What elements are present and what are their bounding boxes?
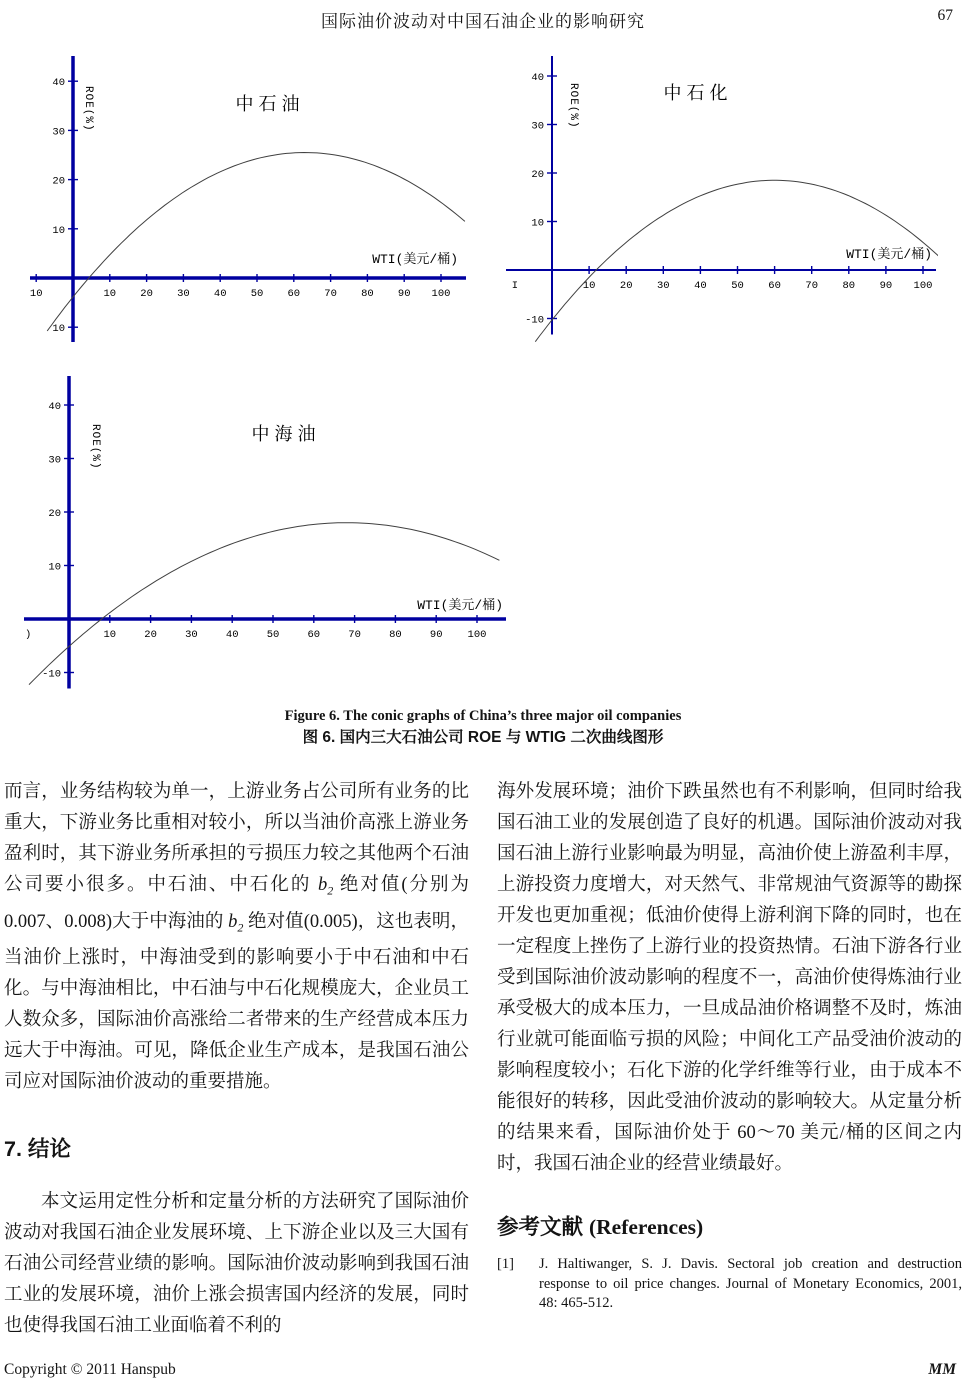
x-tick-label: 100 xyxy=(467,629,487,641)
x-tick-label: 40 xyxy=(694,280,707,292)
x-axis-label: WTI(美元/桶) xyxy=(846,247,932,262)
paragraph-conclusion: 本文运用定性分析和定量分析的方法研究了国际油价波动对我国石油企业发展环境、上下游企业以及三大国有石油公司经营业绩的影响。国际油价波动影响到我国石油工业的发展环境，油价上涨会损害国内经济的发展，同时也使得我国石油工业面临着不利的 xyxy=(4,1192,469,1337)
figure-row-top xyxy=(28,52,966,344)
x-tick-label: 30 xyxy=(177,288,190,300)
page-header xyxy=(0,0,966,35)
y-tick-label: 30 xyxy=(52,126,65,139)
y-axis-label: ROE(%) xyxy=(567,83,579,129)
x-tick-label: 70 xyxy=(348,629,361,641)
article-body xyxy=(4,777,962,1342)
roe-curve xyxy=(47,153,465,331)
x-tick-label: 80 xyxy=(389,629,402,641)
copyright-notice: Copyright © 2011 Hanspub xyxy=(4,1361,176,1378)
y-tick-label: 10 xyxy=(48,561,61,574)
chart-title: 中海油 xyxy=(251,424,321,444)
x-axis-label: WTI(美元/桶) xyxy=(372,252,458,267)
references-heading: 参考文献 (References) xyxy=(497,1215,704,1239)
paragraph-text: 而言，业务结构较为单一，上游业务占公司所有业务的比重大，下游业务比重相对较小，所以当油价高涨上游业务盈利时，其下游业务所承担的亏损压力较之其他两个石油公司要小很多。中石油、中石化的 xyxy=(4,782,469,895)
paragraph-text: 绝对值(0.005)，这也表明，当油价上涨时，中海油受到的影响要小于中石油和中石化。与中海油相比，中石油与中石化规模庞大，企业员工人数众多，国际油价高涨给二者带来的生产经营成本压力远大于中海油。可见，降低企业生产成本，是我国石油公司应对国际油价波动的重要措施。 xyxy=(4,911,469,1093)
x-tick-label: ) xyxy=(25,629,32,641)
left-column xyxy=(4,777,469,1342)
chart-petrochina xyxy=(28,52,468,344)
y-tick-label: 10 xyxy=(52,224,65,237)
x-tick-label: 50 xyxy=(731,280,744,292)
x-tick-label: 50 xyxy=(266,629,280,641)
chart-sinopec xyxy=(504,52,938,344)
running-head-title: 国际油价波动对中国石油企业的影响研究 xyxy=(321,12,645,31)
chart-title: 中石化 xyxy=(663,83,733,103)
x-tick-label: 40 xyxy=(213,288,227,300)
x-tick-label: 30 xyxy=(656,280,670,292)
x-tick-label: 60 xyxy=(287,288,301,300)
x-tick-label: 70 xyxy=(324,288,337,300)
y-tick-label: 30 xyxy=(48,454,61,467)
chart-canvas xyxy=(28,52,468,344)
y-tick-label: -10 xyxy=(525,314,544,327)
y-axis-label: ROE(%) xyxy=(89,424,101,470)
x-tick-label: 90 xyxy=(879,280,893,292)
x-tick-label: 30 xyxy=(185,629,198,641)
paragraph-text: 绝对值(分别为 0.007、0.008)大于中海油的 xyxy=(4,875,469,932)
x-tick-label: 20 xyxy=(140,288,153,300)
x-tick-label: 80 xyxy=(361,288,374,300)
paragraph-conclusion-continued: 海外发展环境；油价下跌虽然也有不利影响，但同时给我国石油工业的发展创造了良好的机遇。国际油价波动对我国石油上游行业影响最为明显，高油价使上游盈利丰厚，上游投资力度增大，对天然气、非常规油气资源等的勘探开发也更加重视；低油价使得上游利润下降的同时，也在一定程度上挫伤了上游行业的投资热情。石油下游各行业受到国际油价波动影响的程度不一，高油价使得炼油行业承受极大的成本压力，一旦成品油价格调整不及时，炼油行业就可能面临亏损的风险；中间化工产品受油价波动的影响程度较小；石化下游的化学纤维等行业，由于成本不能很好的转移，因此受油价波动的影响较大。从定量分析的结果来看，国际油价处于 60～70 美元/桶的区间之内时，我国石油企业的经营业绩最好。 xyxy=(497,782,962,1174)
section-heading-conclusion: 7. 结论 xyxy=(4,1137,71,1162)
y-tick-label: -10 xyxy=(42,668,61,681)
x-tick-label: 10 xyxy=(582,280,596,292)
y-tick-label: 10 xyxy=(531,217,544,230)
x-tick-label: 100 xyxy=(431,288,451,300)
x-tick-label: 90 xyxy=(397,288,411,300)
reference-item xyxy=(497,1255,962,1314)
variable-b2: $b_2$ xyxy=(228,911,244,935)
journal-mark: MM xyxy=(928,1361,956,1378)
y-axis-label: ROE(%) xyxy=(82,86,94,132)
y-tick-label: 40 xyxy=(531,72,544,84)
x-tick-label: 40 xyxy=(225,629,239,641)
x-tick-label: 10 xyxy=(103,288,117,300)
figure-caption-english: Figure 6. The conic graphs of China’s three major oil companies xyxy=(284,708,682,724)
page-number: 67 xyxy=(937,7,953,24)
variable-b2: $b_2$ xyxy=(318,875,334,898)
y-tick-label: 30 xyxy=(531,120,544,133)
x-tick-label: 90 xyxy=(429,629,443,641)
x-tick-label: 70 xyxy=(805,280,819,292)
chart-canvas xyxy=(22,372,508,694)
x-axis-label: WTI(美元/桶) xyxy=(417,598,503,613)
x-tick-label: 100 xyxy=(913,280,933,292)
chart-cnooc xyxy=(22,372,966,694)
reference-text: J. Haltiwanger, S. J. Davis. Sectoral job creation and destruction response to oil price changes. Journal of Monetary Economics, 2001, 48: 465-512. xyxy=(539,1256,962,1311)
x-tick-label: 60 xyxy=(307,629,321,641)
x-tick-label: I xyxy=(511,280,519,292)
y-tick-label: 20 xyxy=(52,175,65,188)
paragraph-discussion xyxy=(4,777,469,1098)
y-tick-label: 10 xyxy=(52,323,65,336)
x-tick-label: 50 xyxy=(250,288,264,300)
reference-index: [1] xyxy=(497,1256,514,1272)
x-tick-label: 80 xyxy=(842,280,856,292)
x-tick-label: 20 xyxy=(619,280,633,292)
x-tick-label: 10 xyxy=(29,288,43,300)
x-tick-label: 10 xyxy=(103,629,117,641)
figure-caption-chinese: 图 6. 国内三大石油公司 ROE 与 WTIG 二次曲线图形 xyxy=(302,729,664,746)
y-tick-label: 20 xyxy=(531,169,544,181)
figure-row-bottom xyxy=(22,372,966,694)
page-footer xyxy=(4,1361,956,1379)
right-column xyxy=(497,777,962,1342)
y-tick-label: 40 xyxy=(52,77,65,90)
y-tick-label: 20 xyxy=(48,508,61,520)
chart-title: 中石油 xyxy=(235,94,305,114)
y-tick-label: 40 xyxy=(48,401,61,413)
x-tick-label: 20 xyxy=(144,629,157,641)
figure-caption xyxy=(0,706,966,749)
chart-canvas xyxy=(504,52,938,344)
x-tick-label: 60 xyxy=(768,280,781,292)
